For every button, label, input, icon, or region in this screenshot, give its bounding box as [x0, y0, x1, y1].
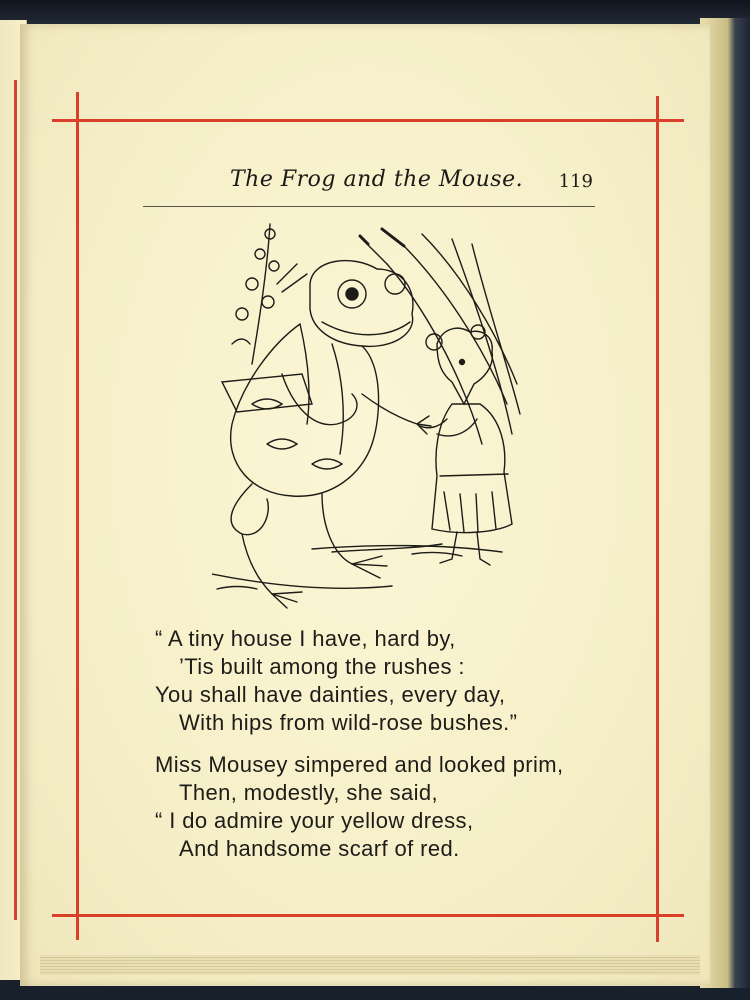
page-stack-bottom [40, 955, 700, 975]
running-title: The Frog and the Mouse. [230, 167, 524, 192]
poem-text [155, 625, 625, 863]
verse-line: Miss Mousey simpered and looked prim, [155, 752, 564, 777]
verse-line: With hips from wild-rose bushes.” [179, 710, 518, 735]
frog-and-mouse-illustration [212, 214, 532, 614]
frame-rule-left [76, 92, 79, 940]
page-number: 119 [558, 171, 593, 192]
facing-page-frame-rule [14, 80, 17, 920]
verse-line: Then, modestly, she said, [179, 780, 439, 805]
stanza-2 [155, 751, 625, 863]
verse-line: And handsome scarf of red. [179, 836, 460, 861]
frame-rule-right [656, 96, 659, 942]
verse-line: ’Tis built among the rushes : [179, 654, 465, 679]
frame-rule-bottom [52, 914, 684, 917]
verse-line: “ A tiny house I have, hard by, [155, 626, 456, 651]
frame-rule-top [52, 119, 684, 122]
running-head [150, 163, 595, 203]
stanza-1 [155, 625, 625, 737]
running-head-rule [143, 206, 595, 207]
verse-line: “ I do admire your yellow dress, [155, 808, 474, 833]
verse-line: You shall have dainties, every day, [155, 682, 506, 707]
stanza-gap [155, 737, 625, 751]
